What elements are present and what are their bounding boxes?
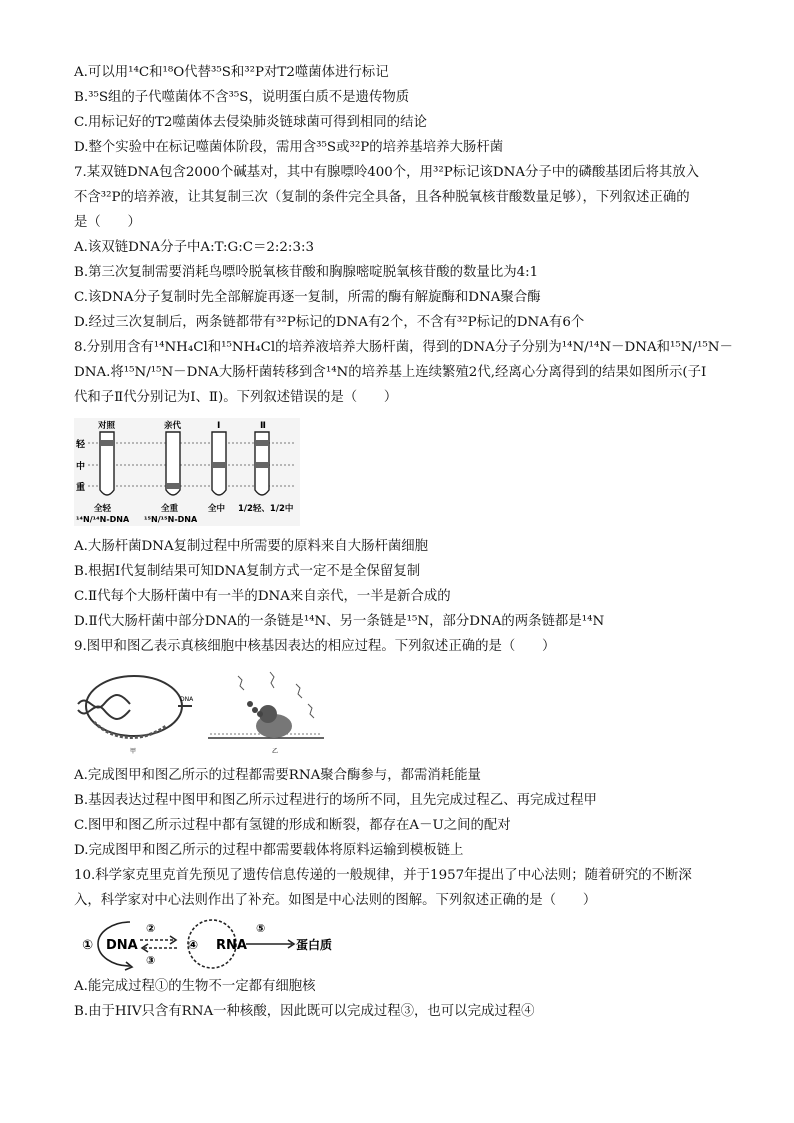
q8-option-c: C.Ⅱ代每个大肠杆菌中有一半的DNA来自亲代，一半是新合成的 xyxy=(74,589,451,604)
tube-title-parent: 亲代 xyxy=(164,421,182,431)
row-label-light: 轻 xyxy=(76,440,86,450)
q9-option-c: C.图甲和图乙所示过程中都有氢键的形成和断裂，都存在A－U之间的配对 xyxy=(74,818,511,833)
tube-subcaption-parent: ¹⁵N/¹⁵N-DNA xyxy=(144,515,198,524)
tube-caption-control: 全轻 xyxy=(94,504,112,514)
band-light xyxy=(101,440,113,446)
label-jia: 甲 xyxy=(130,748,137,755)
process-4-label: ④ xyxy=(188,938,199,952)
q7-stem-line-1: 7.某双链DNA包含2000个碱基对，其中有腺嘌呤400个，用³²P标记该DNA分子中的磷酸基团后将其放入 xyxy=(74,165,700,180)
tube-subcaption-control: ¹⁴N/¹⁴N-DNA xyxy=(76,515,130,524)
central-dogma-figure xyxy=(74,916,364,972)
q10-option-a: A.能完成过程①的生物不一定都有细胞核 xyxy=(74,979,316,994)
centrifuge-figure xyxy=(74,418,300,526)
q8-stem-line-1: 8.分别用含有¹⁴NH₄Cl和¹⁵NH₄Cl的培养液培养大肠杆菌，得到的DNA分子分别为¹⁴N/¹⁴N－DNA和¹⁵N/¹⁵N－ xyxy=(74,340,733,355)
q8-stem-line-3: 代和子Ⅱ代分别记为Ⅰ、Ⅱ)。下列叙述错误的是（ ） xyxy=(74,390,398,405)
q10-option-b: B.由于HIV只含有RNA一种核酸，因此既可以完成过程③，也可以完成过程④ xyxy=(74,1004,535,1019)
q10-stem-line-1: 10.科学家克里克首先预见了遗传信息传递的一般规律，并于1957年提出了中心法则；随着研究的不断深 xyxy=(74,868,692,883)
figure-yi xyxy=(208,672,324,755)
tube-title-gen2: Ⅱ xyxy=(260,421,266,431)
q8-stem-line-2: DNA.将¹⁵N/¹⁵N－DNA大肠杆菌转移到含¹⁴N的培养基上连续繁殖2代,经离心分离得到的结果如图所示(子Ⅰ xyxy=(74,365,707,380)
figure-jia xyxy=(78,676,194,755)
q9-stem: 9.图甲和图乙表示真核细胞中核基因表达的相应过程。下列叙述正确的是（ ） xyxy=(74,639,556,654)
q7-option-a: A.该双链DNA分子中A:T:G:C＝2:2:3:3 xyxy=(74,240,314,255)
q6-option-b: B.³⁵S组的子代噬菌体不含³⁵S，说明蛋白质不是遗传物质 xyxy=(74,90,410,105)
tube-title-gen1: Ⅰ xyxy=(217,421,221,431)
rna-node: RNA xyxy=(216,938,247,953)
band-middle xyxy=(256,462,268,468)
process-1-label: ① xyxy=(82,938,94,953)
q9-option-a: A.完成图甲和图乙所示的过程都需要RNA聚合酶参与，都需消耗能量 xyxy=(74,768,481,783)
tube-title-control: 对照 xyxy=(98,421,116,431)
protein-node: 蛋白质 xyxy=(296,938,333,952)
q9-option-b: B.基因表达过程中图甲和图乙所示过程进行的场所不同，且先完成过程乙、再完成过程甲 xyxy=(74,793,597,808)
q9-option-d: D.完成图甲和图乙所示的过程中都需要载体将原料运输到模板链上 xyxy=(74,843,464,858)
q10-stem-line-2: 入，科学家对中心法则作出了补充。如图是中心法则的图解。下列叙述正确的是（ ） xyxy=(74,893,597,908)
row-label-heavy: 重 xyxy=(76,483,86,493)
gene-expression-figure xyxy=(74,664,326,756)
process-5-label: ⑤ xyxy=(256,922,266,935)
row-label-middle: 中 xyxy=(76,462,86,472)
q8-option-d: D.Ⅱ代大肠杆菌中部分DNA的一条链是¹⁴N、另一条链是¹⁵N，部分DNA的两条链都是¹⁴N xyxy=(74,614,605,629)
tube-caption-gen2: 1/2轻、1/2中 xyxy=(238,504,294,514)
q7-option-b: B.第三次复制需要消耗鸟嘌呤脱氧核苷酸和胸腺嘧啶脱氧核苷酸的数量比为4:1 xyxy=(74,265,539,280)
q8-option-a: A.大肠杆菌DNA复制过程中所需要的原料来自大肠杆菌细胞 xyxy=(74,539,429,554)
q7-option-d: D.经过三次复制后，两条链都带有³²P标记的DNA有2个，不含有³²P标记的DNA有6个 xyxy=(74,315,585,330)
band-middle xyxy=(213,462,225,468)
process-3-label: ③ xyxy=(146,954,156,967)
band-heavy xyxy=(167,483,179,489)
q8-option-b: B.根据Ⅰ代复制结果可知DNA复制方式一定不是全保留复制 xyxy=(74,564,421,579)
dna-label: DNA xyxy=(180,696,194,703)
process-2-label: ② xyxy=(146,922,156,935)
tube-caption-gen1: 全中 xyxy=(208,504,226,514)
tube-caption-parent: 全重 xyxy=(161,504,179,514)
band-light xyxy=(256,440,268,446)
q7-option-c: C.该DNA分子复制时先全部解旋再逐一复制，所需的酶有解旋酶和DNA聚合酶 xyxy=(74,290,541,305)
q7-stem-line-3: 是（ ） xyxy=(74,215,141,230)
label-yi: 乙 xyxy=(272,748,279,755)
q7-stem-line-2: 不含³²P的培养液，让其复制三次（复制的条件完全具备，且各种脱氧核苷酸数量足够），下列叙述正确的 xyxy=(74,190,690,205)
q6-option-c: C.用标记好的T2噬菌体去侵染肺炎链球菌可得到相同的结论 xyxy=(74,115,427,130)
dna-node: DNA xyxy=(106,938,138,953)
q6-option-d: D.整个实验中在标记噬菌体阶段，需用含³⁵S或³²P的培养基培养大肠杆菌 xyxy=(74,140,504,155)
q6-option-a: A.可以用¹⁴C和¹⁸O代替³⁵S和³²P对T2噬菌体进行标记 xyxy=(74,65,389,80)
